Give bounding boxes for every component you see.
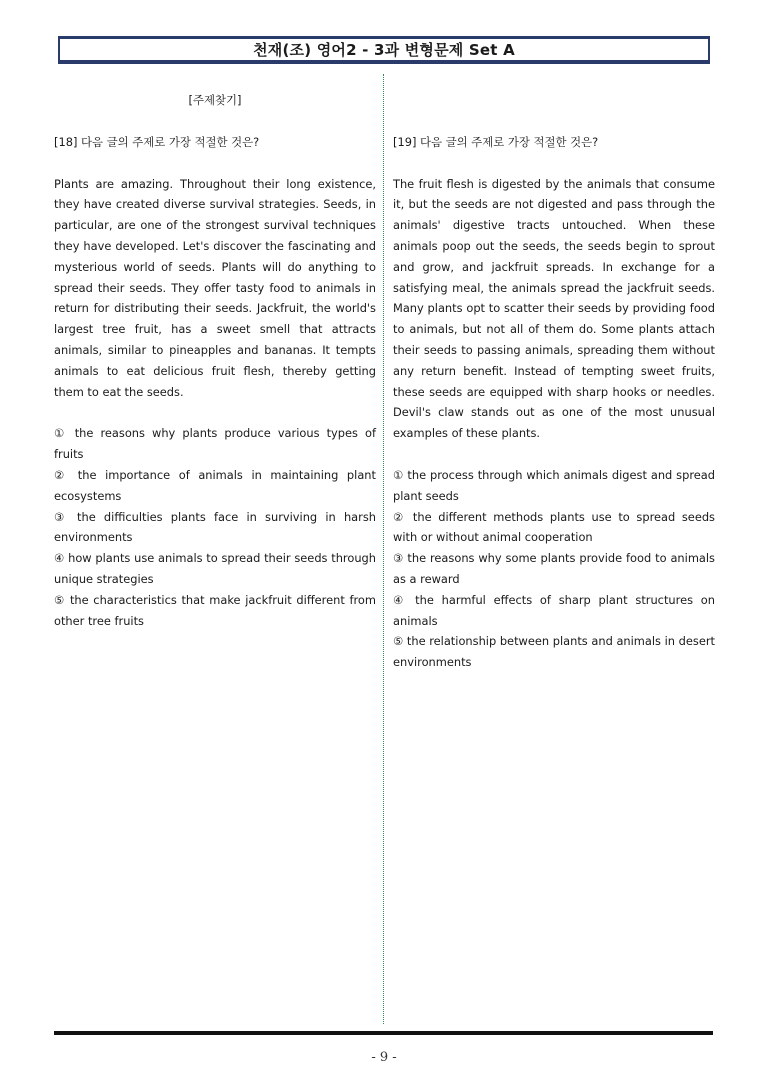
question-18: [18] 다음 글의 주제로 가장 적절한 것은? <box>54 134 260 149</box>
option-18-3: ③ the difficulties plants face in surviving in harsh environments <box>54 509 376 545</box>
right-column <box>393 90 715 673</box>
question-19: [19] 다음 글의 주제로 가장 적절한 것은? <box>393 134 599 149</box>
option-19-3: ③ the reasons why some plants provide food to animals as a reward <box>393 551 715 586</box>
option-18-1: ① the reasons why plants produce various types of fruits <box>54 426 376 462</box>
column-divider <box>383 74 384 1024</box>
section-label-spacer <box>393 90 715 111</box>
option-19-4: ④ the harmful effects of sharp plant structures on animals <box>393 592 715 628</box>
options-19 <box>393 465 715 673</box>
passage-19: The fruit flesh is digested by the animals that consume it, but the seeds are not digested and pass through the animals' digestive tracts untouched. When these animals poop out the seeds, the seeds begin to sprout and grow, and jackfruit spreads. In exchange for a satisfying meal, the animals spread the jackfruit seeds. Many plants opt to scatter their seeds by providing food to animals, but not all of them do. Some plants attach their seeds to passing animals, spreading them without any return benefit. Instead of tempting sweet fruits, these seeds are equipped with sharp hooks or needles. Devil's claw stands out as one of the most unusual examples of these plants. <box>393 176 715 441</box>
option-18-4: ④ how plants use animals to spread their seeds through unique strategies <box>54 551 376 586</box>
passage-18: Plants are amazing. Throughout their long existence, they have created diverse survival strategies. Seeds, in particular, are one of the strongest survival techniques they have developed. Let's discover the fascinating and mysterious world of seeds. Plants will do anything to spread their seeds. They offer tasty food to animals in return for distributing their seeds. Jackfruit, the world's largest tree fruit, has a sweet smell that attracts animals, similar to pineapples and bananas. It tempts animals to eat delicious fruit flesh, thereby getting them to eat the seeds. <box>54 176 376 399</box>
left-column <box>54 90 376 631</box>
section-label <box>54 90 376 111</box>
section-label-text: [주제찾기] <box>188 93 242 107</box>
option-19-2: ② the different methods plants use to spread seeds with or without animal cooperation <box>393 509 715 545</box>
option-18-2: ② the importance of animals in maintaining plant ecosystems <box>54 467 376 503</box>
option-19-5: ⑤ the relationship between plants and animals in desert environments <box>393 634 715 670</box>
page-header <box>58 36 710 64</box>
options-18 <box>54 423 376 631</box>
option-18-5: ⑤ the characteristics that make jackfruit different from other tree fruits <box>54 592 376 628</box>
footer-rule <box>54 1031 713 1035</box>
page-title: 천재(조) 영어2 - 3과 변형문제 Set A <box>253 41 515 59</box>
page-number: - 9 - <box>371 1050 397 1065</box>
option-19-1: ① the process through which animals digest and spread plant seeds <box>393 467 715 503</box>
